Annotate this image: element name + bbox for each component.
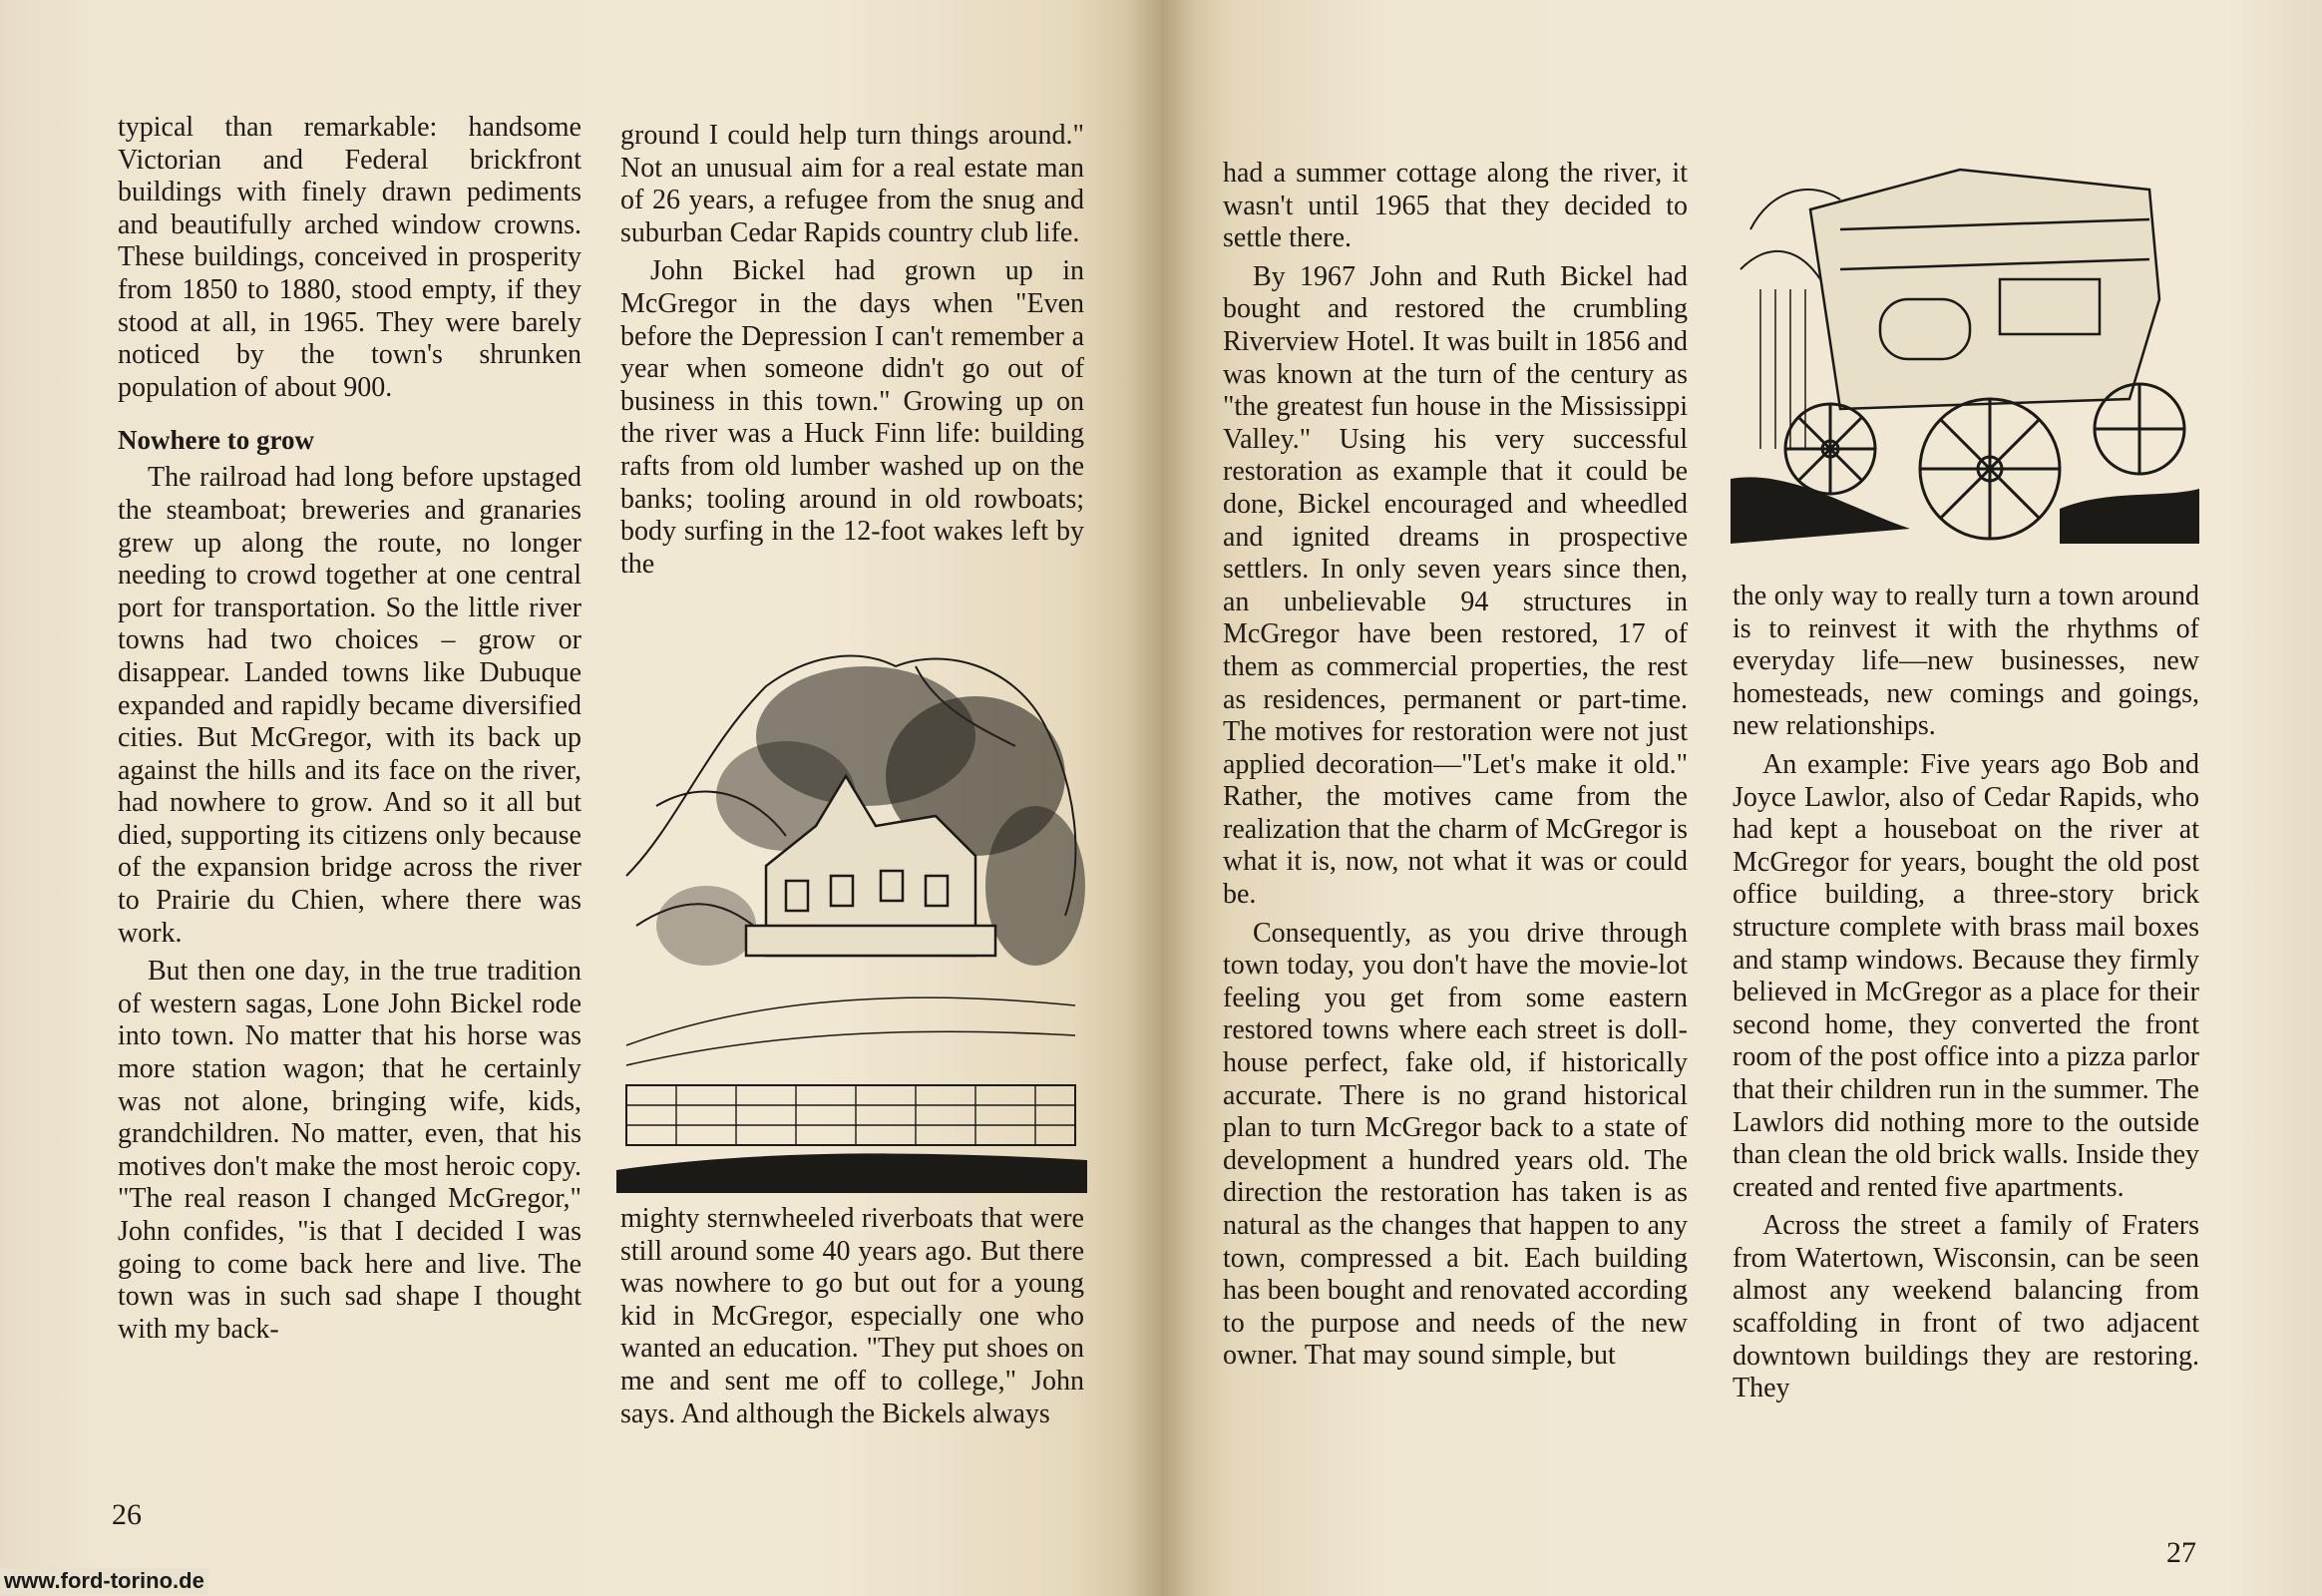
paragraph: But then one day, in the true tradition of western sagas, Lone John Bickel rode into town. No matter that his horse was more station wagon; that he certainly was not alone, bringing wife, kids, grandchildren. No matter, even, that his motives don't make the most heroic copy. "The real reason I changed McGregor," John confides, "is that I decided I was going to come back here and live. The town was in such sad shape I thought with my back-	[118, 956, 581, 1345]
paragraph: ground I could help turn things around." Not an unusual aim for a real estate man of 26 years, a refugee from the snug and suburban Cedar Rapids country club life.	[620, 120, 1084, 248]
page-number: 26	[112, 1498, 142, 1531]
paragraph: had a summer cottage along the river, it wasn't until 1965 that they decided to settle there.	[1223, 158, 1688, 254]
watermark: www.ford-torino.de	[0, 1568, 208, 1594]
right-page-column-2	[1733, 581, 2199, 1405]
paragraph: the only way to really turn a town around is to reinvest it with the rhythms of everyday life—new businesses, new homesteads, new comings and goings, new relationships.	[1733, 581, 2199, 742]
paragraph: The railroad had long before upstaged the steamboat; breweries and granaries grew up along the route, no longer needing to crowd together at one central port for transportation. So the little river towns had two choices – grow or disappear. Landed towns like Dubuque expanded and rapidly became diversified cities. But McGregor, with its back up against the hills and its face on the river, had nowhere to grow. And so it all but died, supporting its citizens only because of the expansion bridge across the river to Prairie du Chien, where there was work.	[118, 462, 581, 949]
victorian-house-illustration	[616, 626, 1087, 1193]
paragraph: mighty sternwheeled riverboats that were still around some 40 years ago. But there was nowhere to go but out for a young kid in McGregor, especially one who wanted an education. "They put shoes on me and sent me off to college," John says. And although the Bickels always	[620, 1203, 1084, 1429]
right-page-column-1	[1223, 158, 1688, 1373]
paragraph: John Bickel had grown up in McGregor in the days when "Even before the Depression I can't remember a year when someone didn't go out of business in this town." Growing up on the river was a Huck Finn life: building rafts from old lumber washed up on the banks; tooling around in old rowboats; body surfing in the 12-foot wakes left by the	[620, 255, 1084, 580]
right-page	[1161, 0, 2322, 1596]
page-number: 27	[2166, 1536, 2196, 1569]
book-gutter	[1127, 0, 1197, 1596]
paragraph: typical than remarkable: handsome Victorian and Federal brickfront buildings with finely drawn pediments and beautifully arched window crowns. These buildings, conceived in prosperity from 1850 to 1880, stood empty, if they stood at all, in 1965. They were barely noticed by the town's shrunken population of about 900.	[118, 112, 581, 403]
left-page-column-2-top	[620, 120, 1084, 581]
left-page-column-1	[118, 112, 581, 1346]
left-page-column-2-bottom	[620, 1203, 1084, 1430]
paragraph: By 1967 John and Ruth Bickel had bought and restored the crumbling Riverview Hotel. It was built in 1856 and was known at the turn of the century as "the greatest fun house in the Mississippi Valley." Using his very successful restoration as example that it could be done, Bickel encouraged and wheedled and ignited dreams in prospective settlers. In only seven years since then, an unbelievable 94 structures in McGregor have been restored, 17 of them as commercial properties, the rest as residences, permanent or part-time. The motives for restoration were not just applied decoration—"Let's make it old." Rather, the motives came from the realization that the charm of McGregor is what it is, now, not what it was or could be.	[1223, 260, 1688, 911]
paragraph: An example: Five years ago Bob and Joyce Lawlor, also of Cedar Rapids, who had kept a houseboat on the river at McGregor for years, bought the old post office building, a three-story brick structure complete with brass mail boxes and stamp windows. Because they firmly believed in McGregor as a place for their second home, they converted the front room of the post office into a pizza parlor that their children run in the summer. The Lawlors did nothing more to the outside than clean the old brick walls. Inside they created and rented five apartments.	[1733, 748, 2199, 1203]
old-wagon-illustration	[1731, 150, 2199, 544]
paragraph: Across the street a family of Fraters from Watertown, Wisconsin, can be seen almost any weekend balancing from scaffolding in front of two adjacent downtown buildings they are restoring. They	[1733, 1210, 2199, 1404]
paragraph: Consequently, as you drive through town today, you don't have the movie-lot feeling you get from some eastern restored towns where each street is doll-house perfect, fake old, if historically accurate. There is no grand historical plan to turn McGregor back to a state of development a hundred years old. The direction the restoration has taken is as natural as the changes that happen to any town, compressed a bit. Each building has been bought and renovated according to the purpose and needs of the new owner. That may sound simple, but	[1223, 917, 1688, 1372]
section-heading: Nowhere to grow	[118, 425, 314, 456]
